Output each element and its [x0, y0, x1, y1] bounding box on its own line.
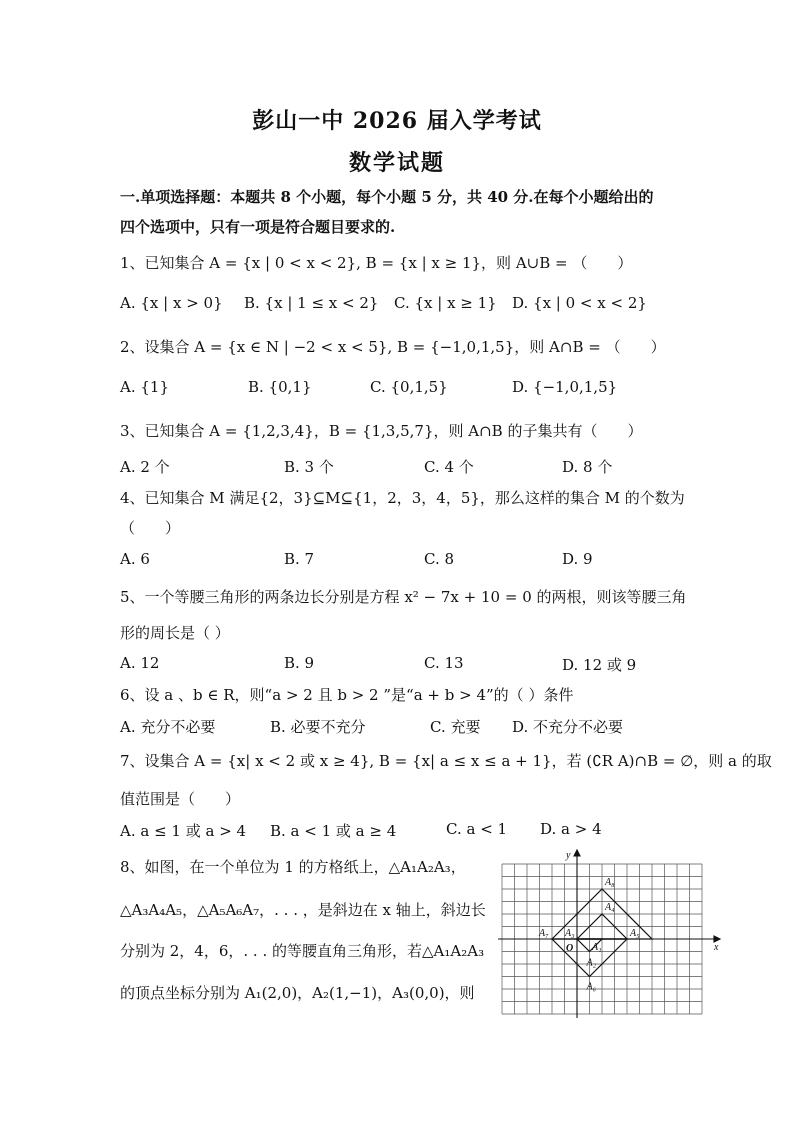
point-label-a3: A₃ [565, 928, 575, 939]
point-label-a8: A₈ [605, 877, 615, 888]
q4-option-c: C. 8 [424, 550, 455, 568]
q2-option-c: C. {0,1,5} [370, 378, 448, 396]
x-axis-label: x [714, 942, 719, 953]
q6-option-c: C. 充要 [430, 718, 481, 736]
q1-option-c: C. {x | x ≥ 1} [394, 294, 497, 312]
question-2-stem: 2、设集合 A = {x ∈ N | −2 < x < 5}, B = {−1,0,1,5}，则 A∩B = （ ） [120, 338, 666, 356]
question-5-stem-line1: 5、一个等腰三角形的两条边长分别是方程 x² − 7x + 10 = 0 的两根，则该等腰三角 [120, 588, 687, 606]
origin-label: O [566, 943, 574, 954]
point-label-a6: A₆ [586, 981, 597, 993]
q5-option-a: A. 12 [120, 654, 160, 672]
q2-option-a: A. {1} [120, 378, 169, 396]
q7-option-d: D. a > 4 [540, 820, 602, 838]
q4-option-a: A. 6 [120, 550, 150, 568]
q3-option-d: D. 8 个 [562, 458, 613, 476]
q4-option-d: D. 9 [562, 550, 593, 568]
question-7-stem-line1: 7、设集合 A = {x| x < 2 或 x ≥ 4}, B = {x| a ≤ x ≤ a + 1}，若 (∁R A)∩B = ∅，则 a 的取 [120, 752, 772, 770]
q3-option-a: A. 2 个 [120, 458, 170, 476]
question-8-stem-line3: 分别为 2，4，6，. . . 的等腰直角三角形，若△A₁A₂A₃ [120, 942, 485, 960]
y-axis-label: y [566, 850, 571, 861]
question-7-stem-line2: 值范围是（ ） [120, 790, 241, 808]
point-label-a5: A₅ [630, 928, 640, 939]
question-6-stem: 6、设 a 、b ∈ R，则“a > 2 且 b > 2 ”是“a + b > 4”的（ ）条件 [120, 686, 574, 704]
triangle-grid-figure [494, 844, 734, 1020]
point-label-a2: A₂ [586, 957, 597, 969]
section-heading-line1: 一.单项选择题：本题共 8 个小题，每个小题 5 分，共 40 分.在每个小题给出的 [120, 188, 654, 206]
point-label-a1: A₁ [592, 942, 602, 953]
q7-option-a: A. a ≤ 1 或 a > 4 [120, 822, 247, 840]
q5-option-b: B. 9 [284, 654, 315, 672]
q5-option-c: C. 13 [424, 654, 464, 672]
question-4-stem-line1: 4、已知集合 M 满足{2，3}⊆M⊆{1，2，3，4，5}，那么这样的集合 M 的个数为 [120, 489, 685, 507]
q1-option-a: A. {x | x > 0} [120, 294, 223, 312]
q7-option-c: C. a < 1 [446, 820, 508, 838]
q6-option-a: A. 充分不必要 [120, 718, 216, 736]
q2-option-b: B. {0,1} [248, 378, 312, 396]
question-8-stem-line1: 8、如图，在一个单位为 1 的方格纸上，△A₁A₂A₃， [120, 858, 466, 876]
q5-option-d: D. 12 或 9 [562, 656, 637, 674]
point-label-a4: A₄ [605, 902, 615, 913]
question-3-stem: 3、已知集合 A = {1,2,3,4}，B = {1,3,5,7}，则 A∩B 的子集共有（ ） [120, 422, 643, 440]
question-5-stem-line2: 形的周长是（ ） [120, 624, 230, 642]
q4-option-b: B. 7 [284, 550, 315, 568]
q6-option-b: B. 必要不充分 [270, 718, 366, 736]
q3-option-b: B. 3 个 [284, 458, 334, 476]
question-1-stem: 1、已知集合 A = {x | 0 < x < 2}, B = {x | x ≥ 1}，则 A∪B = （ ） [120, 254, 633, 272]
q1-option-d: D. {x | 0 < x < 2} [512, 294, 647, 312]
y-axis-arrow-icon [574, 850, 580, 856]
exam-title: 彭山一中 2026 届入学考试 [252, 108, 542, 134]
q1-option-b: B. {x | 1 ≤ x < 2} [244, 294, 379, 312]
q3-option-c: C. 4 个 [424, 458, 474, 476]
point-label-a7: A₇ [539, 928, 549, 939]
question-4-stem-line2: （ ） [120, 519, 181, 537]
section-heading-line2: 四个选项中，只有一项是符合题目要求的. [120, 218, 396, 236]
exam-subtitle: 数学试题 [348, 150, 445, 176]
question-8-stem-line2: △A₃A₄A₅，△A₅A₆A₇，. . . ，是斜边在 x 轴上，斜边长 [120, 901, 486, 919]
q2-option-d: D. {−1,0,1,5} [512, 378, 618, 396]
question-8-stem-line4: 的顶点坐标分别为 A₁(2,0)，A₂(1,−1)，A₃(0,0)，则 [120, 984, 475, 1002]
q7-option-b: B. a < 1 或 a ≥ 4 [270, 822, 397, 840]
q6-option-d: D. 不充分不必要 [512, 718, 624, 736]
